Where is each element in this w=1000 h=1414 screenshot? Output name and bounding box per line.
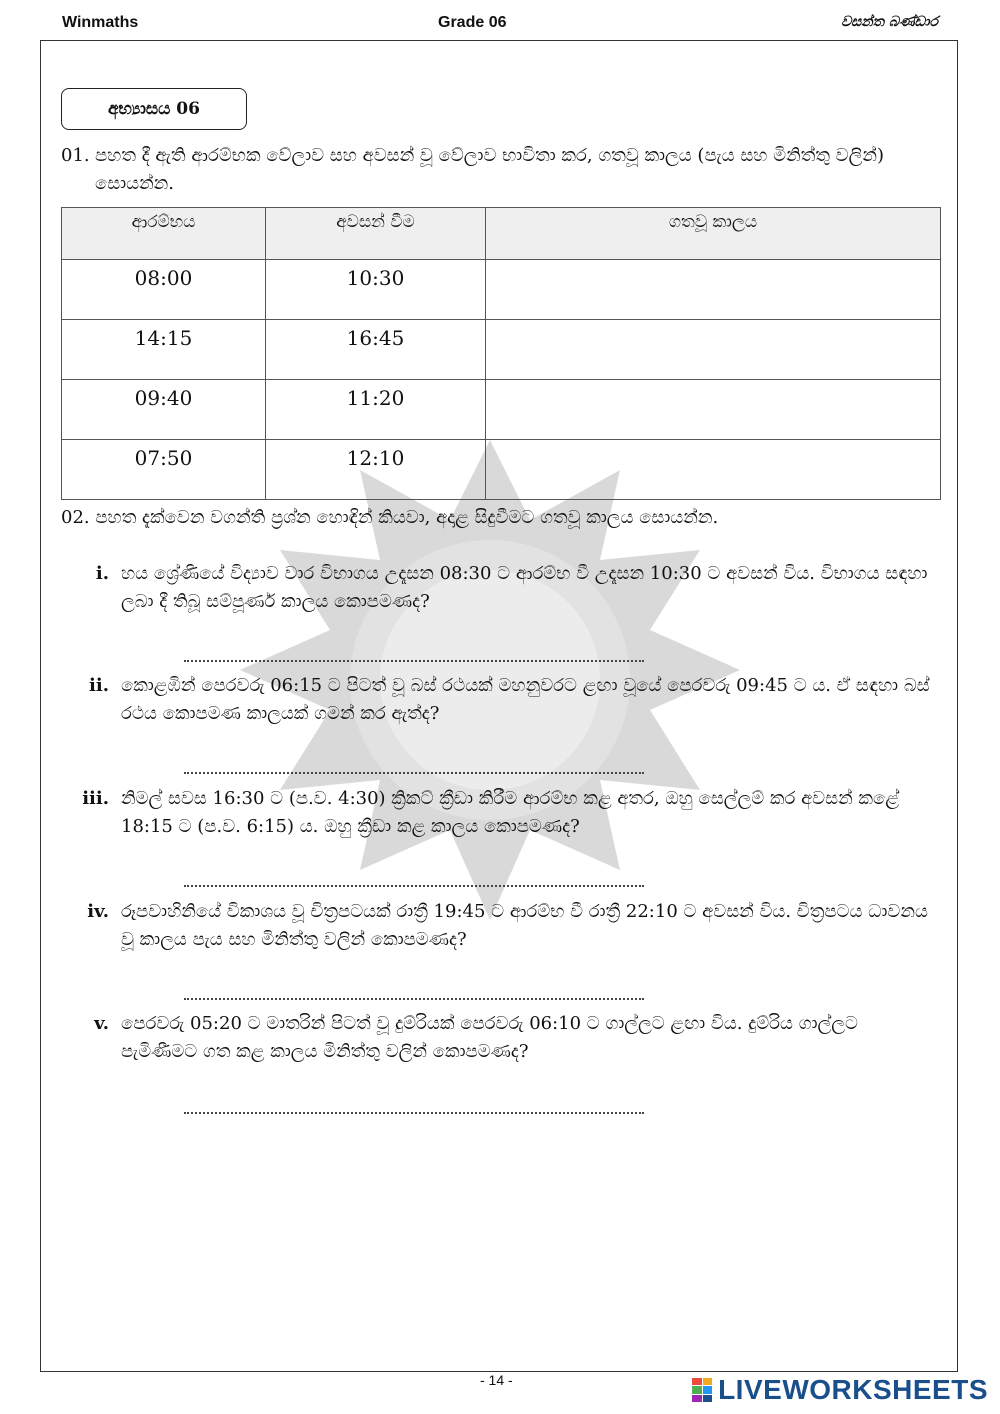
col-header-elapsed: ගතවූ කාලය [486, 208, 941, 260]
page-number: - 14 - [480, 1372, 513, 1388]
table-row [62, 440, 941, 500]
cell-start: 08:00 [62, 260, 266, 320]
cell-start: 14:15 [62, 320, 266, 380]
sub-question-number: i. [95, 563, 109, 584]
cell-elapsed-answer[interactable] [486, 380, 941, 440]
answer-line-iii[interactable] [184, 885, 644, 887]
answer-line-v[interactable] [184, 1112, 644, 1114]
table-header-row [62, 208, 941, 260]
liveworksheets-text: LIVEWORKSHEETS [718, 1374, 988, 1405]
col-header-end: අවසන් වීම [266, 208, 486, 260]
question-1-text: පහත දී ඇති ආරම්භක වේලාව සහ අවසන් වූ වේලාව භාවිතා කර, ගතවූ කාලය (පැය සහ මිනිත්තු වලින්) සොයන්න. [95, 145, 884, 194]
sub-question-text: පෙරවරු 05:20 ට මාතරින් පිටත් වූ දුම්රියක් පෙරවරු 06:10 ට ගාල්ලට ළඟා විය. දුම්රිය ගාල්ලට පැමිණීමට ගත කළ කාලය මිනිත්තු වලින් කොපමණද? [121, 1013, 858, 1062]
answer-line-ii[interactable] [184, 772, 644, 774]
col-header-start: ආරම්භය [62, 208, 266, 260]
exercise-title: අභ්‍යාසය 06 [61, 88, 247, 130]
question-1 [61, 142, 911, 198]
table-row [62, 380, 941, 440]
sub-question-text: නිමල් සවස 16:30 ට (ප.ව. 4:30) ක්‍රිකට් ක්‍රීඩා කිරීම ආරම්භ කළ අතර, ඔහු සෙල්ලම් කර අවසන් කළේ 18:15 ට (ප.ව. 6:15) ය. ඔහු ක්‍රීඩා කළ කාලය කොපමණද? [121, 788, 900, 837]
sub-question-number: iii. [82, 788, 109, 809]
cell-end: 16:45 [266, 320, 486, 380]
sub-question-number: ii. [89, 675, 109, 696]
sub-question-text: හය ශ්‍රේණියේ විද්‍යාව වාර විභාගය උදෑසන 08:30 ට ආරම්භ වී උදෑසන 10:30 ට අවසන් විය. විභාගය සඳහා ලබා දී තිබූ සම්පූර්ණ කාලය කොපමණද? [121, 563, 928, 612]
header-right: වසන්ත බණ්ඩාර [841, 14, 938, 30]
sub-question-number: iv. [87, 901, 109, 922]
cell-end: 10:30 [266, 260, 486, 320]
cell-elapsed-answer[interactable] [486, 260, 941, 320]
liveworksheets-icon [692, 1378, 712, 1402]
cell-elapsed-answer[interactable] [486, 320, 941, 380]
answer-line-iv[interactable] [184, 998, 644, 1000]
answer-line-i[interactable] [184, 660, 644, 662]
question-2-text: 02. පහත දැක්වෙන වගන්ති ප්‍රශ්න හොඳින් කියවා, අදාළ සිදුවීමට ගතවූ කාලය සොයන්න. [61, 507, 719, 528]
cell-elapsed-answer[interactable] [486, 440, 941, 500]
cell-start: 07:50 [62, 440, 266, 500]
liveworksheets-logo[interactable] [692, 1374, 988, 1406]
table-row [62, 320, 941, 380]
time-table [61, 207, 941, 500]
sub-question-text: රූපවාහිනියේ විකාශය වූ චිත්‍රපටයක් රාත්‍රී 19:45 ට ආරම්භ වී රාත්‍රී 22:10 ට අවසන් විය. චිත්‍රපටය ධාවනය වූ කාලය පැය සහ මිනිත්තු වලින් කොපමණද? [121, 901, 928, 950]
question-1-number: 01. [61, 145, 90, 166]
cell-start: 09:40 [62, 380, 266, 440]
table-row [62, 260, 941, 320]
header-left: Winmaths [62, 14, 139, 31]
sub-question-text: කොළඹින් පෙරවරු 06:15 ට පිටත් වූ බස් රථයක් මහනුවරට ළඟා වූයේ පෙරවරු 09:45 ට ය. ඒ සඳහා බස් රථය කොපමණ කාලයක් ගමන් කර ඇත්ද? [121, 675, 930, 724]
sub-question-number: v. [94, 1013, 109, 1034]
cell-end: 12:10 [266, 440, 486, 500]
cell-end: 11:20 [266, 380, 486, 440]
header-center: Grade 06 [438, 14, 507, 31]
